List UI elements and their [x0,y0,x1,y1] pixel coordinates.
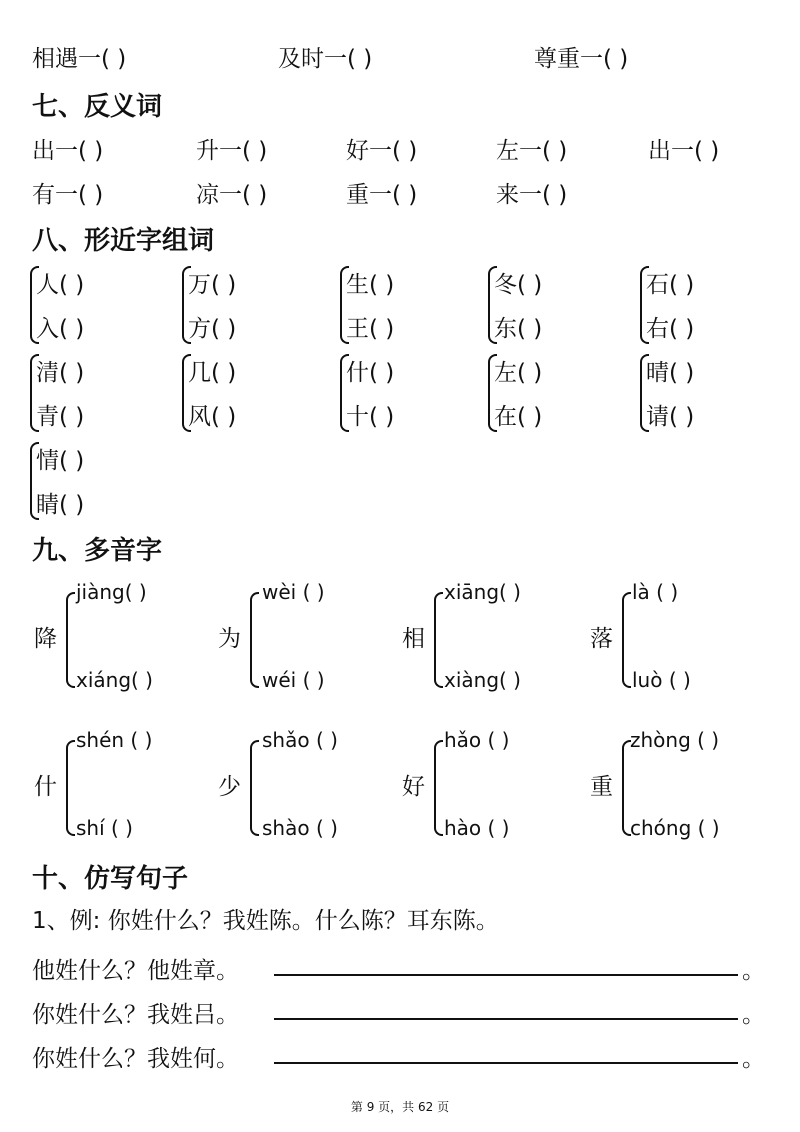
brace [66,592,75,688]
similar-char-item: 几( ) [188,360,237,386]
similar-char-item: 请( ) [646,404,695,430]
pinyin-option: là ( ) [632,580,679,604]
similar-char-item: 石( ) [646,272,695,298]
polyphone-char: 降 [34,626,57,652]
pinyin-option: shào ( ) [262,816,338,840]
section-7-title: 七、反义词 [32,92,163,122]
polyphone-char: 落 [590,626,613,652]
antonym-item: 来一( ) [496,182,568,208]
pinyin-option: hǎo ( ) [444,728,510,752]
prompt-sentence: 你姓什么？我姓何。 [32,1046,239,1072]
pinyin-option: wèi ( ) [262,580,325,604]
answer-line[interactable] [274,1018,738,1020]
polyphone-char: 为 [218,626,241,652]
polyphone-char: 少 [218,774,241,800]
pinyin-option: xiāng( ) [444,580,521,604]
period-mark: 。 [742,1002,765,1028]
antonym-top-2: 及时一( ) [278,46,373,72]
brace [434,740,443,836]
page-footer: 第 9 页，共 62 页 [350,1100,450,1114]
similar-char-item: 冬( ) [494,272,543,298]
antonym-item: 好一( ) [346,138,418,164]
section-9-title: 九、多音字 [32,536,163,566]
similar-char-item: 风( ) [188,404,237,430]
example-sentence: 1、例: 你姓什么？我姓陈。什么陈？耳东陈。 [32,908,499,934]
pinyin-option: wéi ( ) [262,668,325,692]
brace [434,592,443,688]
similar-char-item: 清( ) [36,360,85,386]
pinyin-option: shǎo ( ) [262,728,338,752]
similar-char-item: 左( ) [494,360,543,386]
antonym-item: 升一( ) [196,138,268,164]
pinyin-option: chóng ( ) [630,816,720,840]
prompt-sentence: 他姓什么？他姓章。 [32,958,239,984]
similar-char-item: 人( ) [36,272,85,298]
antonym-item: 出一( ) [648,138,720,164]
similar-char-item: 右( ) [646,316,695,342]
pinyin-option: shén ( ) [76,728,153,752]
similar-char-item: 睛( ) [36,492,85,518]
polyphone-char: 相 [402,626,425,652]
pinyin-option: xiàng( ) [444,668,521,692]
pinyin-option: hào ( ) [444,816,510,840]
pinyin-option: luò ( ) [632,668,691,692]
antonym-top-3: 尊重一( ) [534,46,629,72]
similar-char-item: 王( ) [346,316,395,342]
antonym-item: 左一( ) [496,138,568,164]
prompt-sentence: 你姓什么？我姓吕。 [32,1002,239,1028]
polyphone-char: 什 [34,774,57,800]
similar-char-item: 方( ) [188,316,237,342]
brace [250,592,259,688]
similar-char-item: 十( ) [346,404,395,430]
antonym-item: 出一( ) [32,138,104,164]
pinyin-option: xiáng( ) [76,668,153,692]
similar-char-item: 情( ) [36,448,85,474]
similar-char-item: 什( ) [346,360,395,386]
pinyin-option: jiàng( ) [76,580,147,604]
brace [622,592,631,688]
period-mark: 。 [742,958,765,984]
section-10-title: 十、仿写句子 [32,864,189,894]
similar-char-item: 万( ) [188,272,237,298]
polyphone-char: 重 [590,774,613,800]
polyphone-char: 好 [402,774,425,800]
pinyin-option: zhòng ( ) [630,728,720,752]
answer-line[interactable] [274,1062,738,1064]
similar-char-item: 东( ) [494,316,543,342]
antonym-top-1: 相遇一( ) [32,46,127,72]
pinyin-option: shí ( ) [76,816,133,840]
similar-char-item: 晴( ) [646,360,695,386]
answer-line[interactable] [274,974,738,976]
period-mark: 。 [742,1046,765,1072]
brace [250,740,259,836]
antonym-item: 有一( ) [32,182,104,208]
similar-char-item: 青( ) [36,404,85,430]
section-8-title: 八、形近字组词 [32,226,215,256]
antonym-item: 重一( ) [346,182,418,208]
similar-char-item: 入( ) [36,316,85,342]
similar-char-item: 在( ) [494,404,543,430]
antonym-item: 凉一( ) [196,182,268,208]
similar-char-item: 生( ) [346,272,395,298]
brace [66,740,75,836]
